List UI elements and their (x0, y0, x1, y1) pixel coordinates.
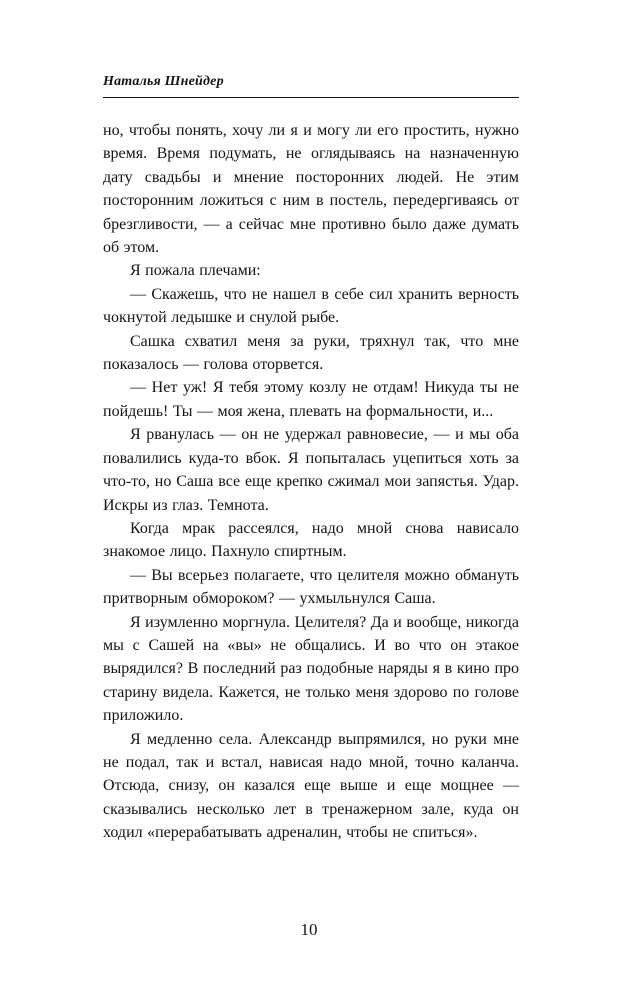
header-rule (103, 97, 519, 98)
paragraph: Сашка схватил меня за руки, тряхнул так, что мне показалось — голова оторвется. (103, 332, 519, 374)
paragraph: Я пожала плечами: (130, 262, 261, 280)
running-header-author: Наталья Шнейдер (103, 74, 224, 89)
paragraph: — Нет уж! Я тебя этому козлу не отдам! Никуда ты не пойдешь! Ты — моя жена, плевать на формальности, и... (103, 379, 519, 420)
body-text (103, 119, 519, 845)
paragraph: Я рванулась — он не удержал равновесие, — и мы оба повалились куда-то вбок. Я попыталась уцепиться хоть за что-то, но Саша все еще крепко сжимал мои запястья. Удар. Искры из глаз. Темнота. (103, 426, 519, 514)
paragraph: но, чтобы понять, хочу ли я и могу ли его простить, нужно время. Время подумать, не оглядываясь на назначенную дату свадьбы и мнение посторонних людей. Не этим посторонним ложиться с ним в постель, передергиваясь от брезгливости, — а сейчас мне противно было даже думать об этом. (103, 122, 519, 257)
paragraph: Я изумленно моргнула. Целителя? Да и вообще, никогда мы с Сашей на «вы» не общались. И во что он этакое вырядился? В последний раз подобные наряды я в кино про старину видела. Кажется, не только меня здорово по голове приложило. (103, 613, 519, 725)
paragraph: Когда мрак рассеялся, надо мной снова нависало знакомое лицо. Пахнуло спиртным. (103, 519, 519, 561)
page-number: 10 (300, 920, 318, 939)
paragraph: — Скажешь, что не нашел в себе сил хранить верность чокнутой ледышке и снулой рыбе. (103, 285, 519, 327)
paragraph: Я медленно села. Александр выпрямился, но руки мне не подал, так и встал, нависая надо мной, точно каланча. Отсюда, снизу, он казался еще выше и еще мощнее — сказывались несколько лет в тренажерном зале, куда он ходил «перерабатывать адреналин, чтобы не спиться». (103, 730, 519, 842)
page-content (103, 74, 519, 845)
paragraph: — Вы всерьез полагаете, что целителя можно обмануть притворным обмороком? — ухмыльнулся Саша. (103, 566, 519, 608)
